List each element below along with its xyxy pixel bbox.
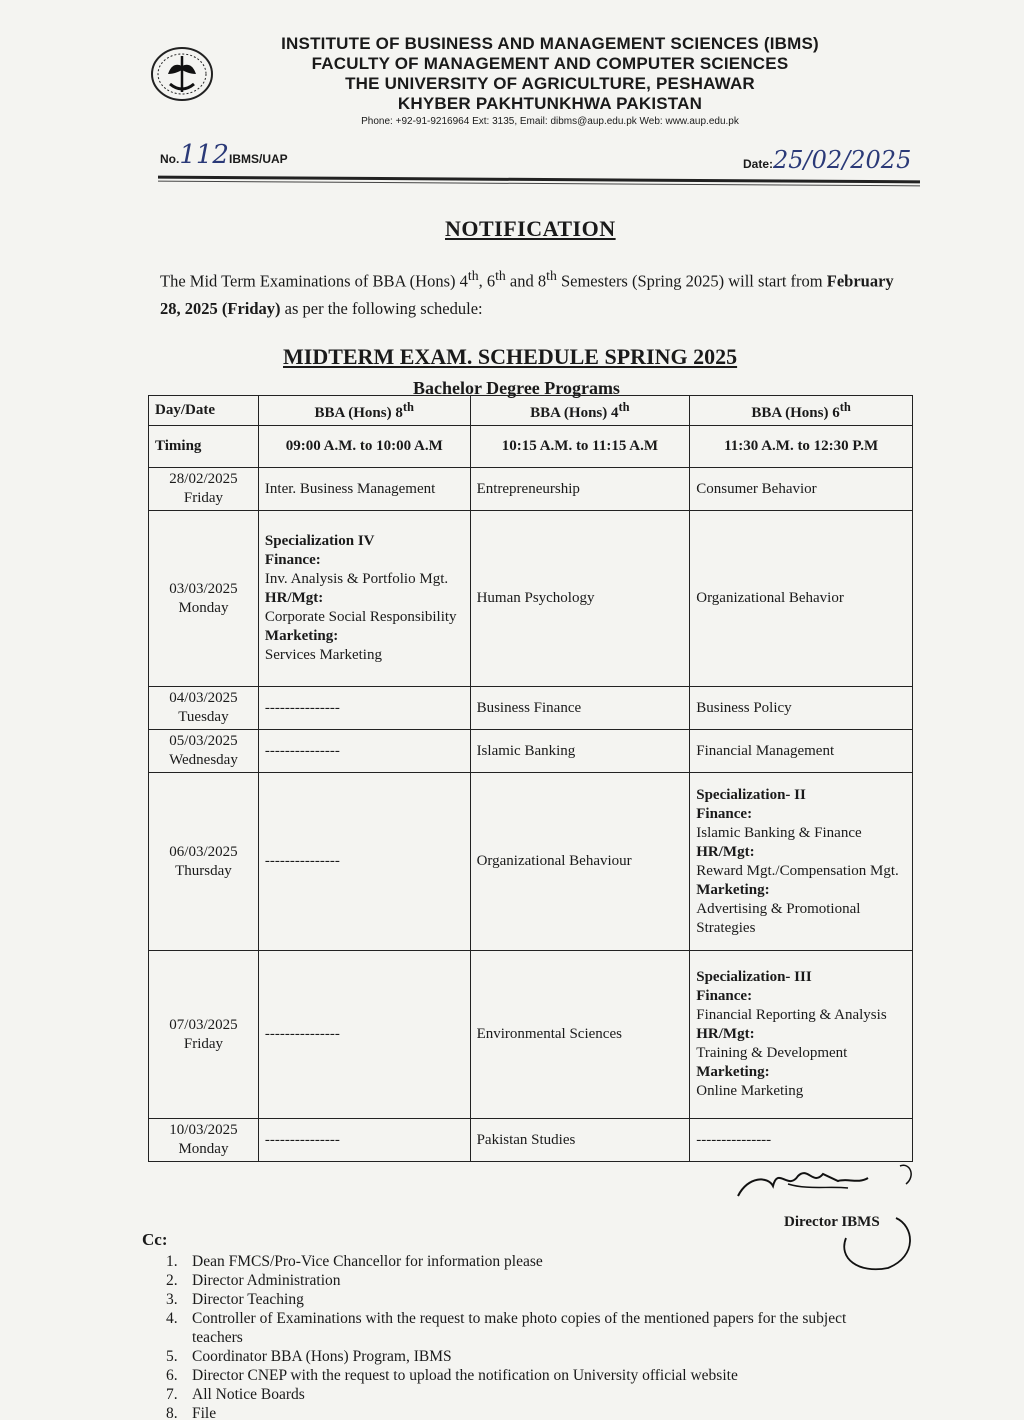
schedule-title: MIDTERM EXAM. SCHEDULE SPRING 2025 — [283, 344, 738, 369]
cell-bba6: Business Policy — [690, 687, 913, 730]
list-item: 3. Director Teaching — [166, 1291, 304, 1308]
letterhead — [230, 34, 870, 127]
cell-bba6: Consumer Behavior — [690, 468, 913, 511]
row-date: 03/03/2025 Monday — [149, 511, 259, 687]
intro-paragraph — [160, 262, 910, 322]
row-date: 05/03/2025 Wednesday — [149, 730, 259, 773]
schedule-subtitle: Bachelor Degree Programs — [413, 378, 620, 398]
header-bba4: BBA (Hons) 4th — [470, 396, 690, 426]
signatory-title: Director IBMS — [784, 1214, 880, 1230]
cell-bba8: --------------- — [258, 687, 470, 730]
university-logo-icon — [148, 44, 216, 104]
table-row — [149, 687, 913, 730]
list-item: 2. Director Administration — [166, 1272, 341, 1289]
timing-bba4: 10:15 A.M. to 11:15 A.M — [470, 426, 690, 468]
intro-text-4: Semesters (Spring 2025) will start from — [556, 271, 827, 291]
cell-bba8: Inter. Business Management — [258, 468, 470, 511]
intro-start-date: February 28, 2025 (Friday) — [160, 271, 894, 318]
university-name: THE UNIVERSITY OF AGRICULTURE, PESHAWAR — [345, 74, 755, 93]
intro-sup-3: th — [546, 268, 557, 283]
row-date: 28/02/2025 Friday — [149, 468, 259, 511]
header-bba6: BBA (Hons) 6th — [690, 396, 913, 426]
date-value: 25/02/2025 — [773, 146, 912, 174]
table-timing-row — [149, 426, 913, 468]
cell-bba6: Specialization- II Finance: Islamic Banking & Finance HR/Mgt: Reward Mgt./Compensation Mgt. Marketing: Advertising & Promotional Strategies — [690, 773, 913, 951]
cell-bba6: Specialization- III Finance: Financial Reporting & Analysis HR/Mgt: Training & Development Marketing: Online Marketing — [690, 951, 913, 1119]
cell-bba4: Entrepreneurship — [470, 468, 690, 511]
cell-bba8: --------------- — [258, 773, 470, 951]
list-item: 8. File — [166, 1405, 217, 1420]
list-item: 7. All Notice Boards — [166, 1386, 305, 1403]
cell-bba8: --------------- — [258, 1119, 470, 1162]
cc-label: Cc: — [142, 1230, 168, 1249]
cell-bba4: Business Finance — [470, 687, 690, 730]
cell-bba8: Specialization IV Finance: Inv. Analysis & Portfolio Mgt. HR/Mgt: Corporate Social Responsibility Marketing: Services Marketing — [258, 511, 470, 687]
cell-bba6: Financial Management — [690, 730, 913, 773]
cell-bba4: Organizational Behaviour — [470, 773, 690, 951]
row-date: 04/03/2025 Tuesday — [149, 687, 259, 730]
intro-text-5: as per the following schedule: — [280, 298, 483, 318]
cc-list — [166, 1252, 886, 1420]
row-date: 07/03/2025 Friday — [149, 951, 259, 1119]
header-day-date: Day/Date — [149, 396, 259, 426]
cell-bba4: Human Psychology — [470, 511, 690, 687]
header-bba8: BBA (Hons) 8th — [258, 396, 470, 426]
cell-bba8: --------------- — [258, 730, 470, 773]
list-item: 4. Controller of Examinations with the request to make photo copies of the mentioned papers for the subject teachers — [166, 1310, 847, 1346]
cell-bba6: Organizational Behavior — [690, 511, 913, 687]
timing-bba6: 11:30 A.M. to 12:30 P.M — [690, 426, 913, 468]
reference-label: No. — [160, 152, 180, 166]
table-row — [149, 951, 913, 1119]
cell-bba4: Islamic Banking — [470, 730, 690, 773]
table-row — [149, 730, 913, 773]
table-row — [149, 773, 913, 951]
header-timing: Timing — [149, 426, 259, 468]
list-item: 6. Director CNEP with the request to upload the notification on University official website — [166, 1367, 738, 1384]
table-row — [149, 468, 913, 511]
page-title: NOTIFICATION — [445, 216, 616, 241]
reference-suffix: IBMS/UAP — [228, 152, 288, 166]
cell-bba4: Pakistan Studies — [470, 1119, 690, 1162]
cell-bba6: --------------- — [690, 1119, 913, 1162]
intro-text-2: , 6 — [478, 271, 496, 291]
cell-bba8: --------------- — [258, 951, 470, 1119]
table-row — [149, 511, 913, 687]
row-date: 10/03/2025 Monday — [149, 1119, 259, 1162]
row-date: 06/03/2025 Thursday — [149, 773, 259, 951]
province-name: KHYBER PAKHTUNKHWA PAKISTAN — [397, 94, 703, 113]
intro-sup-2: th — [495, 268, 506, 283]
intro-text-1: The Mid Term Examinations of BBA (Hons) 4 — [160, 271, 468, 291]
exam-schedule-table — [148, 395, 913, 1162]
institute-name: INSTITUTE OF BUSINESS AND MANAGEMENT SCIENCES (IBMS) — [281, 34, 819, 53]
cell-bba4: Environmental Sciences — [470, 951, 690, 1119]
list-item: 5. Coordinator BBA (Hons) Program, IBMS — [166, 1348, 452, 1365]
intro-text-3: and 8 — [505, 271, 547, 291]
table-header-row — [149, 396, 913, 426]
notification-date — [743, 146, 911, 174]
timing-bba8: 09:00 A.M. to 10:00 A.M — [258, 426, 470, 468]
reference-value: 112 — [179, 140, 229, 170]
faculty-name: FACULTY OF MANAGEMENT AND COMPUTER SCIENCES — [311, 54, 789, 73]
intro-sup-1: th — [467, 268, 479, 283]
contact-info: Phone: +92-91-9216964 Ext: 3135, Email: dibms@aup.edu.pk Web: www.aup.edu.pk — [361, 116, 739, 127]
reference-number — [160, 140, 288, 170]
date-label: Date: — [743, 157, 774, 171]
list-item: 1. Dean FMCS/Pro-Vice Chancellor for information please — [166, 1253, 543, 1270]
